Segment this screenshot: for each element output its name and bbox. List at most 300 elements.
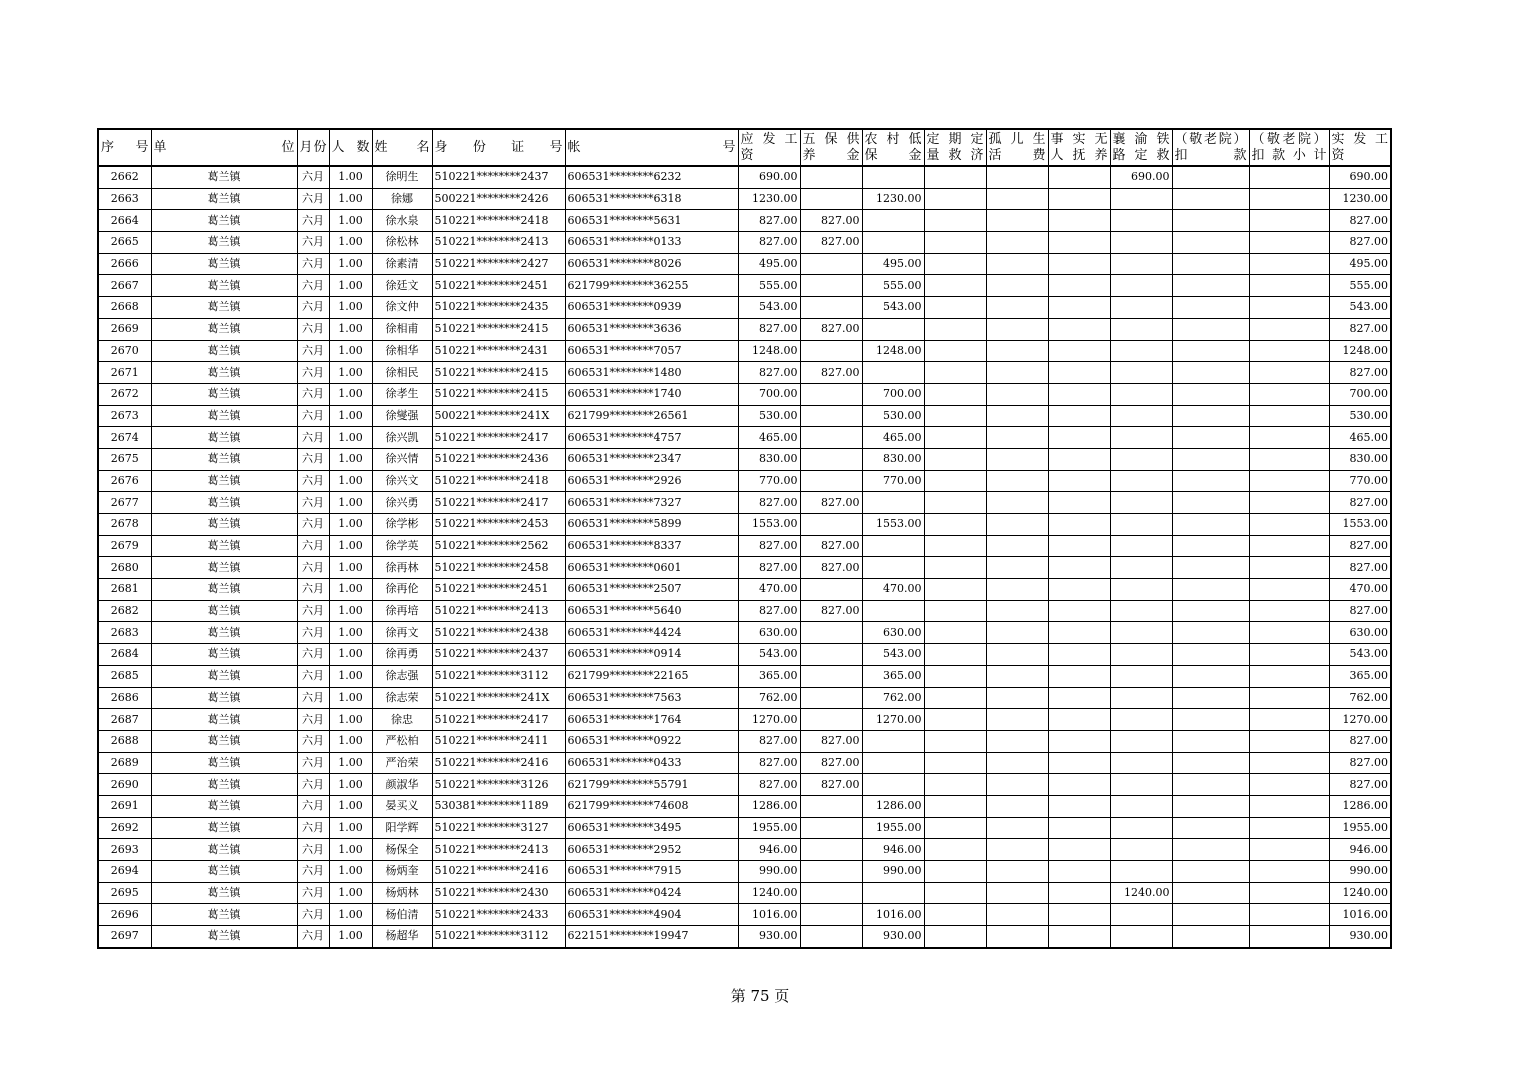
table-cell: 2690 xyxy=(98,774,151,796)
table-cell: 690.00 xyxy=(1329,166,1391,188)
table-cell xyxy=(986,600,1048,622)
table-cell xyxy=(1249,166,1329,188)
table-cell xyxy=(1110,253,1172,275)
table-cell xyxy=(1110,535,1172,557)
table-cell: 530.00 xyxy=(738,405,800,427)
table-cell: 2682 xyxy=(98,600,151,622)
table-cell: 徐娜 xyxy=(372,188,432,210)
table-cell: 徐志荣 xyxy=(372,687,432,709)
table-cell: 2670 xyxy=(98,340,151,362)
table-cell: 606531********0424 xyxy=(565,882,738,904)
table-cell: 1230.00 xyxy=(738,188,800,210)
table-cell xyxy=(924,730,986,752)
table-cell xyxy=(924,904,986,926)
table-cell: 杨超华 xyxy=(372,926,432,948)
table-cell xyxy=(924,492,986,514)
table-cell: 1286.00 xyxy=(862,795,924,817)
table-cell: 葛兰镇 xyxy=(151,600,297,622)
table-row xyxy=(98,253,1391,275)
table-cell xyxy=(986,210,1048,232)
table-row xyxy=(98,448,1391,470)
table-cell: 1.00 xyxy=(329,926,372,948)
table-cell: 606531********8337 xyxy=(565,535,738,557)
table-cell xyxy=(1172,817,1249,839)
table-cell: 827.00 xyxy=(738,232,800,254)
table-cell xyxy=(1048,535,1110,557)
table-cell: 杨保全 xyxy=(372,839,432,861)
table-cell: 2692 xyxy=(98,817,151,839)
table-cell: 827.00 xyxy=(1329,362,1391,384)
table-cell xyxy=(1249,232,1329,254)
table-cell xyxy=(1172,926,1249,948)
table-cell xyxy=(1110,557,1172,579)
table-cell: 2671 xyxy=(98,362,151,384)
table-cell xyxy=(862,557,924,579)
table-cell: 827.00 xyxy=(800,774,862,796)
table-cell xyxy=(1048,166,1110,188)
table-cell xyxy=(1249,514,1329,536)
table-cell xyxy=(924,774,986,796)
table-cell: 2672 xyxy=(98,383,151,405)
table-cell: 510221********2431 xyxy=(432,340,565,362)
table-cell: 510221********2415 xyxy=(432,318,565,340)
table-cell: 葛兰镇 xyxy=(151,904,297,926)
table-cell: 1.00 xyxy=(329,730,372,752)
table-cell xyxy=(924,882,986,904)
table-cell xyxy=(862,600,924,622)
table-row xyxy=(98,557,1391,579)
table-cell: 465.00 xyxy=(862,427,924,449)
table-cell: 630.00 xyxy=(738,622,800,644)
table-cell xyxy=(1249,188,1329,210)
table-cell xyxy=(986,340,1048,362)
table-cell: 555.00 xyxy=(1329,275,1391,297)
table-cell: 365.00 xyxy=(1329,665,1391,687)
table-cell: 杨炳林 xyxy=(372,882,432,904)
table-cell xyxy=(924,709,986,731)
table-cell xyxy=(924,665,986,687)
table-cell xyxy=(1110,861,1172,883)
table-cell xyxy=(862,882,924,904)
table-cell: 六月 xyxy=(297,275,329,297)
table-cell: 六月 xyxy=(297,752,329,774)
table-cell xyxy=(924,644,986,666)
table-cell xyxy=(1110,405,1172,427)
table-cell xyxy=(862,730,924,752)
table-row xyxy=(98,188,1391,210)
table-cell: 2683 xyxy=(98,622,151,644)
column-header: 月份 xyxy=(297,129,329,166)
table-cell: 严治荣 xyxy=(372,752,432,774)
table-cell: 1240.00 xyxy=(738,882,800,904)
table-cell xyxy=(1048,405,1110,427)
table-cell: 827.00 xyxy=(1329,752,1391,774)
column-header: 襄 渝 铁路 定 救 xyxy=(1110,129,1172,166)
table-cell: 葛兰镇 xyxy=(151,622,297,644)
table-row xyxy=(98,861,1391,883)
table-cell: 六月 xyxy=(297,665,329,687)
table-cell: 495.00 xyxy=(862,253,924,275)
table-cell: 葛兰镇 xyxy=(151,687,297,709)
table-row xyxy=(98,470,1391,492)
table-cell: 葛兰镇 xyxy=(151,210,297,232)
table-cell xyxy=(1110,926,1172,948)
table-cell xyxy=(1249,861,1329,883)
table-cell: 1.00 xyxy=(329,600,372,622)
table-row xyxy=(98,730,1391,752)
table-cell xyxy=(986,232,1048,254)
table-cell: 510221********2418 xyxy=(432,470,565,492)
table-cell: 六月 xyxy=(297,318,329,340)
table-cell xyxy=(986,579,1048,601)
table-cell: 827.00 xyxy=(1329,600,1391,622)
table-cell: 1286.00 xyxy=(1329,795,1391,817)
table-cell xyxy=(924,579,986,601)
table-cell: 严松柏 xyxy=(372,730,432,752)
table-cell: 827.00 xyxy=(800,535,862,557)
table-cell xyxy=(924,166,986,188)
table-cell: 葛兰镇 xyxy=(151,362,297,384)
table-cell xyxy=(800,405,862,427)
table-cell: 1.00 xyxy=(329,253,372,275)
table-cell: 2667 xyxy=(98,275,151,297)
table-cell: 徐再文 xyxy=(372,622,432,644)
table-cell: 510221********2416 xyxy=(432,752,565,774)
table-cell xyxy=(1249,427,1329,449)
table-cell: 1.00 xyxy=(329,318,372,340)
table-cell: 六月 xyxy=(297,514,329,536)
table-cell: 827.00 xyxy=(738,318,800,340)
table-cell xyxy=(986,882,1048,904)
table-cell xyxy=(986,774,1048,796)
table-cell: 510221********2427 xyxy=(432,253,565,275)
table-cell: 606531********3636 xyxy=(565,318,738,340)
table-cell: 827.00 xyxy=(1329,232,1391,254)
table-cell: 465.00 xyxy=(1329,427,1391,449)
table-cell: 六月 xyxy=(297,817,329,839)
table-cell xyxy=(1172,861,1249,883)
table-cell: 990.00 xyxy=(1329,861,1391,883)
table-cell xyxy=(800,709,862,731)
table-cell xyxy=(800,644,862,666)
table-cell: 葛兰镇 xyxy=(151,644,297,666)
table-cell xyxy=(1172,448,1249,470)
table-cell: 葛兰镇 xyxy=(151,318,297,340)
table-cell xyxy=(1048,774,1110,796)
table-cell xyxy=(1048,579,1110,601)
table-cell: 徐兴勇 xyxy=(372,492,432,514)
table-cell: 1230.00 xyxy=(1329,188,1391,210)
table-cell: 徐兴情 xyxy=(372,448,432,470)
table-cell: 606531********0133 xyxy=(565,232,738,254)
table-cell xyxy=(1110,622,1172,644)
table-cell: 葛兰镇 xyxy=(151,535,297,557)
table-cell: 543.00 xyxy=(862,297,924,319)
table-cell xyxy=(986,188,1048,210)
table-cell: 510221********2451 xyxy=(432,579,565,601)
table-cell xyxy=(1048,470,1110,492)
table-cell: 827.00 xyxy=(800,492,862,514)
table-cell xyxy=(1048,665,1110,687)
table-cell xyxy=(1110,427,1172,449)
table-cell: 606531********5631 xyxy=(565,210,738,232)
table-cell xyxy=(1048,644,1110,666)
table-cell: 606531********4424 xyxy=(565,622,738,644)
table-cell: 606531********1764 xyxy=(565,709,738,731)
table-cell xyxy=(1048,622,1110,644)
table-cell xyxy=(800,297,862,319)
table-cell: 六月 xyxy=(297,687,329,709)
table-cell xyxy=(1172,514,1249,536)
table-cell: 1.00 xyxy=(329,362,372,384)
table-cell: 510221********2433 xyxy=(432,904,565,926)
table-cell: 606531********1740 xyxy=(565,383,738,405)
table-cell xyxy=(1249,730,1329,752)
table-cell xyxy=(862,210,924,232)
table-cell: 葛兰镇 xyxy=(151,405,297,427)
table-cell xyxy=(1048,427,1110,449)
table-row xyxy=(98,579,1391,601)
table-cell: 六月 xyxy=(297,470,329,492)
table-cell: 930.00 xyxy=(862,926,924,948)
table-cell xyxy=(924,817,986,839)
table-cell: 1016.00 xyxy=(1329,904,1391,926)
table-cell: 六月 xyxy=(297,600,329,622)
table-cell: 830.00 xyxy=(1329,448,1391,470)
table-cell: 六月 xyxy=(297,448,329,470)
table-cell: 1.00 xyxy=(329,232,372,254)
table-cell: 六月 xyxy=(297,232,329,254)
table-cell: 510221********2453 xyxy=(432,514,565,536)
table-cell xyxy=(862,362,924,384)
table-cell: 543.00 xyxy=(738,297,800,319)
relief-payment-table xyxy=(97,128,1392,949)
table-row xyxy=(98,817,1391,839)
table-cell: 606531********7563 xyxy=(565,687,738,709)
table-cell: 葛兰镇 xyxy=(151,166,297,188)
table-cell xyxy=(986,665,1048,687)
table-cell: 2673 xyxy=(98,405,151,427)
table-cell xyxy=(1110,579,1172,601)
table-cell: 1270.00 xyxy=(862,709,924,731)
table-cell: 2680 xyxy=(98,557,151,579)
table-cell: 555.00 xyxy=(862,275,924,297)
table-cell xyxy=(986,861,1048,883)
column-header: 姓 名 xyxy=(372,129,432,166)
table-cell: 葛兰镇 xyxy=(151,383,297,405)
table-cell xyxy=(1249,210,1329,232)
table-cell: 2664 xyxy=(98,210,151,232)
table-cell xyxy=(1172,600,1249,622)
table-cell: 827.00 xyxy=(738,535,800,557)
table-cell xyxy=(1249,470,1329,492)
table-cell xyxy=(1249,665,1329,687)
table-cell xyxy=(1172,882,1249,904)
table-cell xyxy=(800,383,862,405)
table-cell xyxy=(924,297,986,319)
table-cell xyxy=(924,514,986,536)
table-cell: 2665 xyxy=(98,232,151,254)
table-cell: 827.00 xyxy=(800,600,862,622)
table-cell: 2678 xyxy=(98,514,151,536)
table-cell xyxy=(1048,861,1110,883)
table-cell: 510221********2438 xyxy=(432,622,565,644)
table-cell: 六月 xyxy=(297,535,329,557)
table-cell: 543.00 xyxy=(1329,297,1391,319)
table-cell: 颜淑华 xyxy=(372,774,432,796)
table-cell: 510221********2413 xyxy=(432,600,565,622)
table-cell: 1.00 xyxy=(329,752,372,774)
column-header: 定 期 定量 救 济 xyxy=(924,129,986,166)
table-cell xyxy=(1110,232,1172,254)
table-cell: 1240.00 xyxy=(1329,882,1391,904)
table-cell: 470.00 xyxy=(1329,579,1391,601)
table-cell xyxy=(986,297,1048,319)
table-cell: 827.00 xyxy=(1329,730,1391,752)
column-header: 实 发 工资 xyxy=(1329,129,1391,166)
table-cell xyxy=(924,318,986,340)
table-cell: 510221********2417 xyxy=(432,709,565,731)
table-cell: 六月 xyxy=(297,882,329,904)
table-cell: 葛兰镇 xyxy=(151,665,297,687)
table-cell: 六月 xyxy=(297,340,329,362)
table-cell xyxy=(924,600,986,622)
table-cell xyxy=(1249,297,1329,319)
table-cell xyxy=(1249,579,1329,601)
table-cell xyxy=(1172,730,1249,752)
table-cell xyxy=(1249,600,1329,622)
table-cell: 2681 xyxy=(98,579,151,601)
table-cell: 606531********6318 xyxy=(565,188,738,210)
table-cell xyxy=(1048,709,1110,731)
table-cell: 1270.00 xyxy=(1329,709,1391,731)
table-cell: 543.00 xyxy=(738,644,800,666)
table-cell: 500221********2426 xyxy=(432,188,565,210)
table-cell xyxy=(1048,882,1110,904)
table-cell xyxy=(1249,318,1329,340)
table-cell xyxy=(986,470,1048,492)
table-cell: 830.00 xyxy=(862,448,924,470)
table-row xyxy=(98,318,1391,340)
table-cell: 495.00 xyxy=(738,253,800,275)
table-cell: 1955.00 xyxy=(862,817,924,839)
table-cell: 六月 xyxy=(297,926,329,948)
table-cell xyxy=(986,362,1048,384)
column-header: 身 份 证 号 xyxy=(432,129,565,166)
table-cell: 1.00 xyxy=(329,904,372,926)
table-cell: 606531********3495 xyxy=(565,817,738,839)
table-cell: 六月 xyxy=(297,166,329,188)
table-cell xyxy=(1249,535,1329,557)
table-cell: 2685 xyxy=(98,665,151,687)
table-cell: 葛兰镇 xyxy=(151,232,297,254)
table-cell: 徐素清 xyxy=(372,253,432,275)
table-cell xyxy=(1048,514,1110,536)
table-cell: 1248.00 xyxy=(1329,340,1391,362)
table-cell: 1.00 xyxy=(329,383,372,405)
table-cell: 827.00 xyxy=(800,557,862,579)
table-cell xyxy=(986,535,1048,557)
table-cell: 徐忠 xyxy=(372,709,432,731)
table-cell xyxy=(924,926,986,948)
table-cell xyxy=(1172,579,1249,601)
table-cell: 990.00 xyxy=(862,861,924,883)
table-cell: 六月 xyxy=(297,405,329,427)
table-cell: 510221********2458 xyxy=(432,557,565,579)
table-cell: 1248.00 xyxy=(862,340,924,362)
table-cell xyxy=(986,492,1048,514)
table-cell xyxy=(924,210,986,232)
table-cell xyxy=(1172,470,1249,492)
table-cell xyxy=(1110,839,1172,861)
table-cell xyxy=(800,470,862,492)
table-cell: 1.00 xyxy=(329,795,372,817)
table-cell: 470.00 xyxy=(738,579,800,601)
table-cell: 621799********36255 xyxy=(565,275,738,297)
table-cell xyxy=(1249,275,1329,297)
table-cell: 762.00 xyxy=(1329,687,1391,709)
table-cell: 葛兰镇 xyxy=(151,253,297,275)
table-cell xyxy=(1048,557,1110,579)
table-cell xyxy=(1048,362,1110,384)
table-cell: 2697 xyxy=(98,926,151,948)
table-cell: 葛兰镇 xyxy=(151,752,297,774)
table-row xyxy=(98,904,1391,926)
table-cell xyxy=(986,253,1048,275)
table-cell: 徐松林 xyxy=(372,232,432,254)
table-cell: 510221********2451 xyxy=(432,275,565,297)
table-cell: 770.00 xyxy=(738,470,800,492)
table-cell: 1.00 xyxy=(329,275,372,297)
table-cell xyxy=(800,275,862,297)
table-cell: 827.00 xyxy=(1329,318,1391,340)
table-cell xyxy=(800,166,862,188)
table-cell: 葛兰镇 xyxy=(151,926,297,948)
table-cell xyxy=(1110,318,1172,340)
table-cell: 徐学彬 xyxy=(372,514,432,536)
table-cell xyxy=(800,340,862,362)
table-cell: 700.00 xyxy=(862,383,924,405)
table-cell: 葛兰镇 xyxy=(151,297,297,319)
table-row xyxy=(98,340,1391,362)
table-cell: 465.00 xyxy=(738,427,800,449)
table-cell xyxy=(1172,253,1249,275)
table-row xyxy=(98,926,1391,948)
table-cell: 晏买义 xyxy=(372,795,432,817)
table-cell xyxy=(1172,752,1249,774)
table-cell: 徐孝生 xyxy=(372,383,432,405)
table-cell: 徐兴文 xyxy=(372,470,432,492)
table-cell: 930.00 xyxy=(738,926,800,948)
table-cell: 606531********0914 xyxy=(565,644,738,666)
table-cell: 葛兰镇 xyxy=(151,795,297,817)
table-cell: 葛兰镇 xyxy=(151,882,297,904)
table-cell: 510221********3112 xyxy=(432,665,565,687)
table-cell: 1553.00 xyxy=(738,514,800,536)
table-cell xyxy=(1249,774,1329,796)
table-cell xyxy=(924,861,986,883)
table-cell xyxy=(1172,188,1249,210)
table-cell xyxy=(1048,275,1110,297)
table-cell xyxy=(1048,188,1110,210)
table-cell: 2674 xyxy=(98,427,151,449)
table-cell xyxy=(1172,665,1249,687)
table-cell xyxy=(1048,340,1110,362)
table-cell: 葛兰镇 xyxy=(151,448,297,470)
table-cell: 510221********2417 xyxy=(432,492,565,514)
table-cell: 2676 xyxy=(98,470,151,492)
table-cell xyxy=(800,687,862,709)
